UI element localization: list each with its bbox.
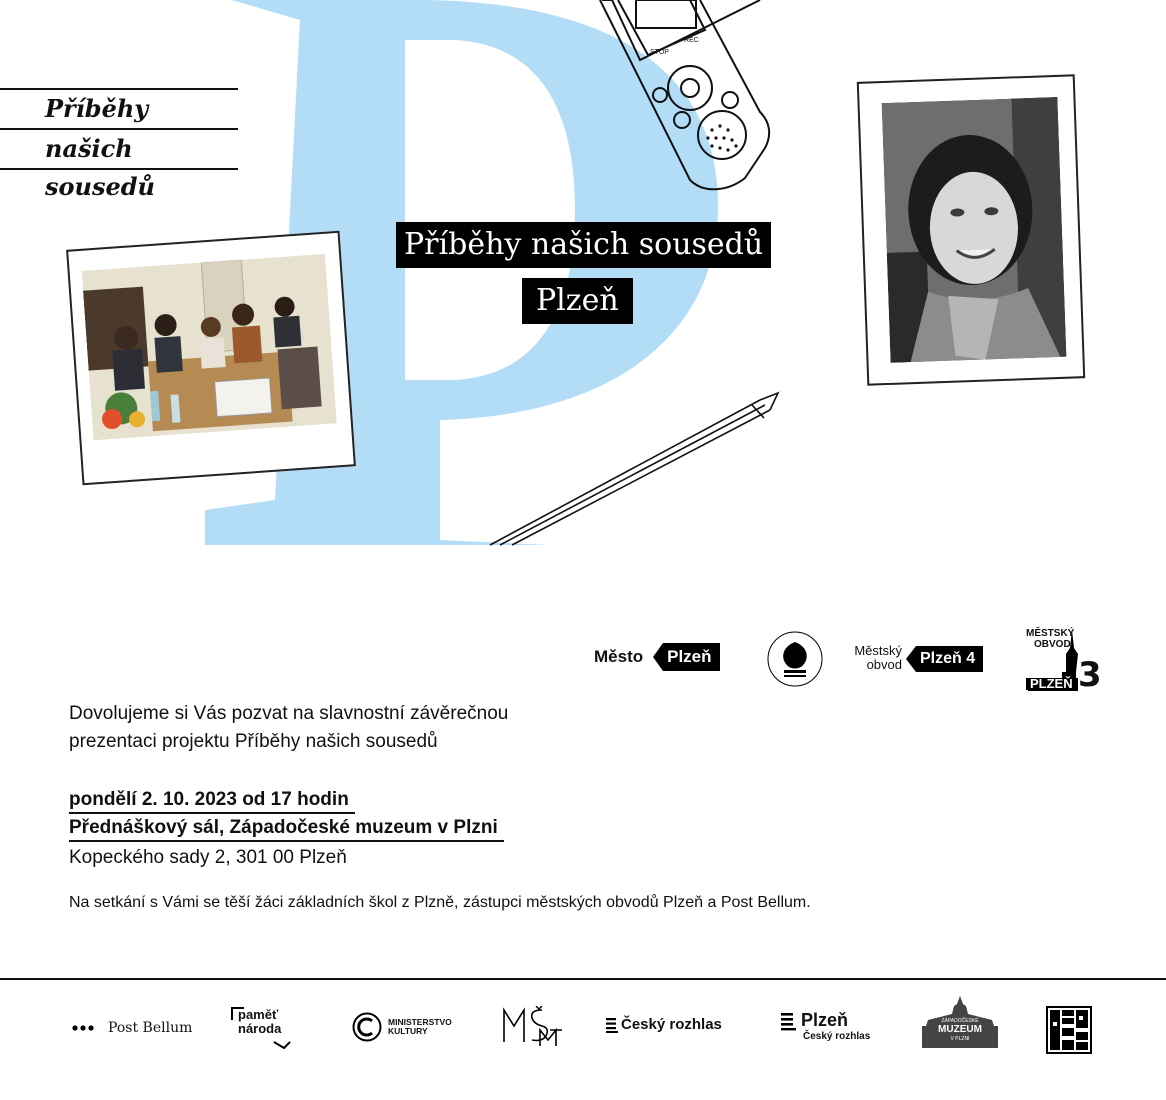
logo-pamet-naroda <box>230 1006 294 1050</box>
invitation-text <box>69 700 508 756</box>
logo-plzen-tag: Plzeň <box>663 643 719 671</box>
rozhlas-bars-icon <box>606 1017 618 1033</box>
logo-mestsky-obvod-4-text <box>846 644 902 672</box>
logo-cesky-rozhlas-text: Český rozhlas <box>621 1016 722 1033</box>
footer-divider <box>0 978 1166 980</box>
logo-mesto-plzen <box>594 642 720 672</box>
series-title-block <box>0 88 238 201</box>
main-title: Příběhy našich sousedů <box>396 222 771 268</box>
logo-muzeum-top: ZÁPADOČESKÉ <box>941 1018 979 1024</box>
invitation-note: Na setkání s Vámi se těší žáci základních škol z Plzně, zástupci městských obvodů Plzeň a Post Bellum. <box>69 894 811 911</box>
logo-ministerstvo-line2: KULTURY <box>388 1026 428 1036</box>
logo-mestsky-caps: MĚSTSKÝ <box>1026 628 1075 639</box>
series-title-line1: Příběhy <box>45 94 149 123</box>
logo-plzen4 <box>906 646 983 672</box>
pencil-illustration <box>490 393 778 545</box>
logo-obvod-label: obvod <box>866 657 902 672</box>
rozhlas-bars-icon <box>781 1011 797 1031</box>
city-title: Plzeň <box>522 278 633 324</box>
series-title-line2: našich sousedů <box>45 134 155 201</box>
logo-animanie <box>1046 1006 1092 1054</box>
logo-mestsky-label: Městský <box>854 643 902 658</box>
logo-mestsky-obvod-plzen-3 <box>1026 628 1102 695</box>
invitation-line1: Dovolujeme si Vás pozvat na slavnostní závěrečnou <box>69 703 509 724</box>
logo-ministerstvo-line1: MINISTERSTVO <box>388 1017 452 1027</box>
ministry-c-icon <box>352 1012 382 1042</box>
logo-muzeum-main: MUZEUM <box>938 1024 982 1035</box>
event-address: Kopeckého sady 2, 301 00 Plzeň <box>69 847 347 868</box>
animanie-glyphs-icon <box>1048 1008 1090 1052</box>
logo-plzen-rozhlas-sub: Český rozhlas <box>803 1031 871 1042</box>
photo-portrait-woman <box>857 74 1085 385</box>
three-dots-icon <box>72 1024 96 1032</box>
logo-obvod-caps: OBVOD <box>1034 639 1071 650</box>
logo-mesto-text: Město <box>594 647 644 666</box>
arrow-flag-icon <box>906 646 916 672</box>
event-venue: Přednáškový sál, Západočeské muzeum v Plzni <box>69 816 504 842</box>
logo-cesky-rozhlas <box>606 1016 722 1033</box>
logo-msmt <box>502 1006 562 1046</box>
logo-plzen-caps: PLZEŇ <box>1030 676 1073 691</box>
logo-digit-3: 3 <box>1078 655 1102 695</box>
event-date: pondělí 2. 10. 2023 od 17 hodin <box>69 788 355 814</box>
stop-label: STOP <box>650 49 669 56</box>
logo-pamet-line2: národa <box>238 1021 282 1036</box>
logo-post-bellum <box>72 1020 192 1036</box>
logo-plzen4-tag: Plzeň 4 <box>916 646 983 672</box>
logo-pamet-line1: paměť <box>238 1007 279 1022</box>
seal-text <box>566 630 567 631</box>
logo-muzeum-sub: V PLZNI <box>950 1036 970 1042</box>
logo-ministerstvo-kultury <box>352 1012 452 1042</box>
logo-plzen-rozhlas <box>781 1010 870 1042</box>
rec-label: REC <box>684 37 699 44</box>
event-details <box>69 786 504 872</box>
logo-obvod-seal <box>766 630 824 688</box>
invitation-line2: prezentaci projektu Příběhy našich sousedů <box>69 731 438 752</box>
arrow-flag-icon <box>653 643 663 671</box>
logo-plzen-rozhlas-title: Plzeň <box>801 1010 849 1030</box>
logo-post-bellum-text: Post Bellum <box>108 1020 193 1036</box>
logo-zapadoceske-muzeum <box>922 996 998 1048</box>
photo-group-interview <box>66 231 356 486</box>
msmt-letters-icon <box>502 1006 562 1046</box>
